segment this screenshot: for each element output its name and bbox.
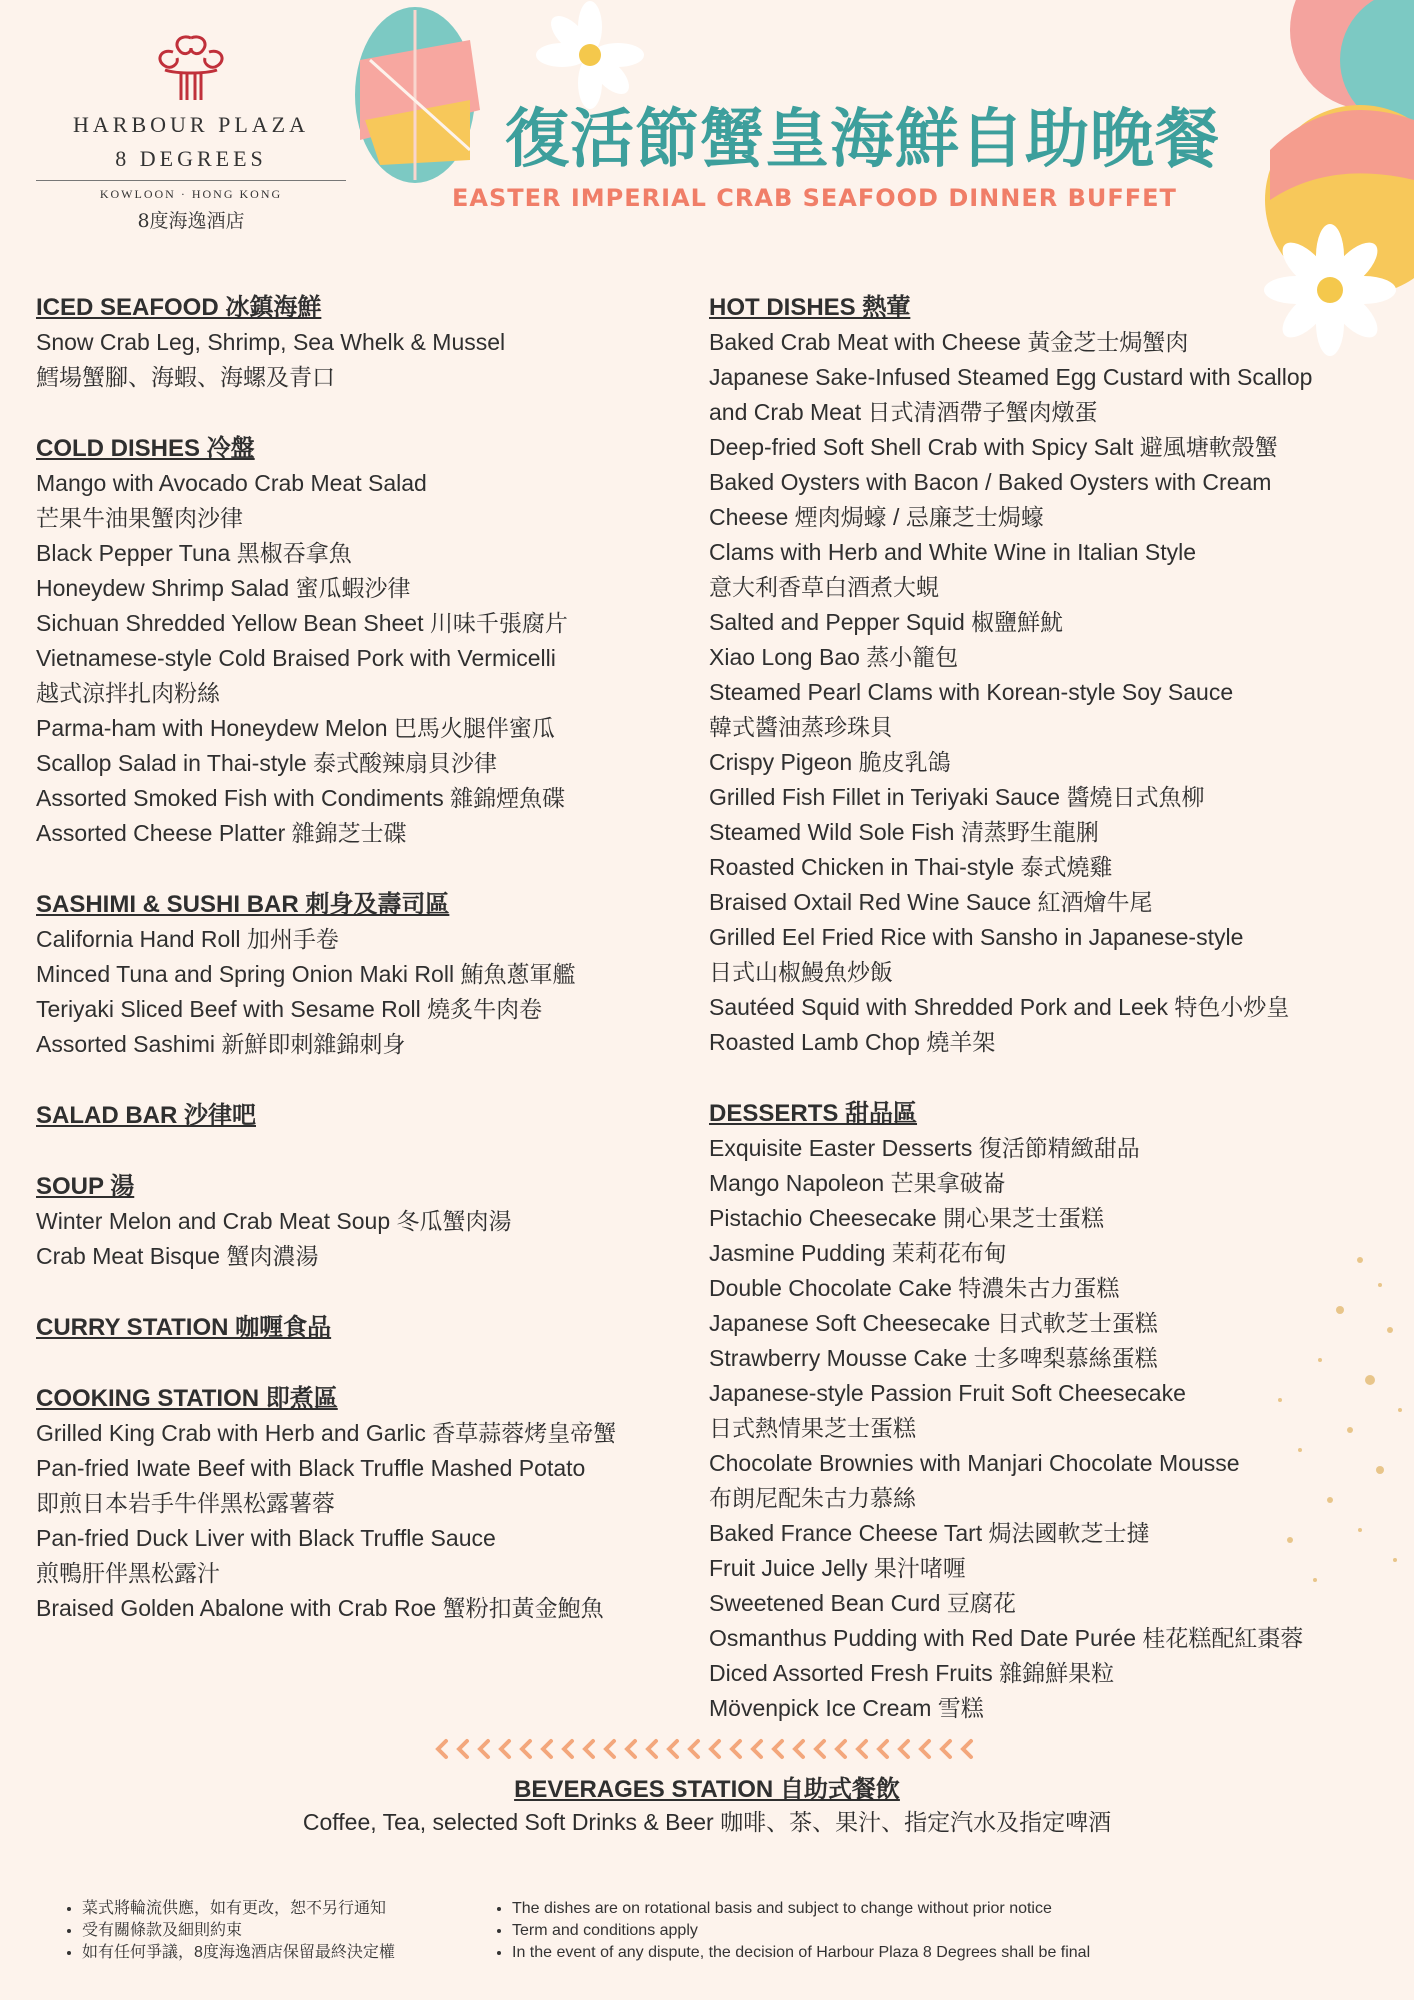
menu-item: Jasmine Pudding 茉莉花布甸 xyxy=(709,1240,1007,1266)
menu-item: Mango with Avocado Crab Meat Salad xyxy=(36,470,427,496)
menu-item: Honeydew Shrimp Salad 蜜瓜蝦沙律 xyxy=(36,575,411,601)
menu-item: Grilled King Crab with Herb and Garlic 香草蒜蓉烤皇帝蟹 xyxy=(36,1420,617,1446)
menu-item: California Hand Roll 加州手卷 xyxy=(36,926,339,952)
menu-item: Diced Assorted Fresh Fruits 雜錦鮮果粒 xyxy=(709,1660,1115,1686)
decorative-divider xyxy=(430,1737,986,1761)
section-heading: HOT DISHES 熱葷 xyxy=(709,294,911,321)
menu-item: Clams with Herb and White Wine in Italian Style xyxy=(709,539,1197,565)
menu-item: 韓式醬油蒸珍珠貝 xyxy=(709,714,893,740)
menu-item: Strawberry Mousse Cake 士多啤梨慕絲蛋糕 xyxy=(709,1345,1158,1371)
menu-item: Double Chocolate Cake 特濃朱古力蛋糕 xyxy=(709,1275,1120,1301)
brand-name: HARBOUR PLAZA xyxy=(73,112,309,137)
menu-item: Braised Golden Abalone with Crab Roe 蟹粉扣黃金鮑魚 xyxy=(36,1595,604,1621)
menu-item: Crab Meat Bisque 蟹肉濃湯 xyxy=(36,1243,319,1269)
note-item: • 受有關條款及細則約束 xyxy=(82,1920,395,1942)
menu-column-right xyxy=(709,290,1399,1762)
menu-item: Fruit Juice Jelly 果汁啫喱 xyxy=(709,1555,966,1581)
menu-item: Mango Napoleon 芒果拿破崙 xyxy=(709,1170,1006,1196)
menu-item: Assorted Cheese Platter 雜錦芝士碟 xyxy=(36,820,407,846)
menu-item: Parma-ham with Honeydew Melon 巴馬火腿伴蜜瓜 xyxy=(36,715,555,741)
section-heading: DESSERTS 甜品區 xyxy=(709,1100,918,1127)
menu-item: Black Pepper Tuna 黑椒吞拿魚 xyxy=(36,540,352,566)
menu-item: Baked Crab Meat with Cheese 黃金芝士焗蟹肉 xyxy=(709,329,1189,355)
menu-section xyxy=(36,431,676,851)
note-item: • Term and conditions apply xyxy=(512,1920,1090,1942)
page-title-english: EASTER IMPERIAL CRAB SEAFOOD DINNER BUFFET xyxy=(452,184,1177,212)
menu-item: 越式涼拌扎肉粉絲 xyxy=(36,680,220,706)
section-heading: CURRY STATION 咖喱食品 xyxy=(36,1314,332,1341)
section-heading: COLD DISHES 冷盤 xyxy=(36,435,255,462)
menu-item: Baked Oysters with Bacon / Baked Oysters with Cream xyxy=(709,469,1272,495)
menu-item: 意大利香草白酒煮大蜆 xyxy=(709,574,939,600)
menu-item: Assorted Sashimi 新鮮即刺雜錦刺身 xyxy=(36,1031,406,1057)
section-heading: SOUP 湯 xyxy=(36,1173,135,1200)
note-item: • 如有任何爭議，8度海逸酒店保留最終決定權 xyxy=(82,1942,395,1964)
menu-item: Roasted Lamb Chop 燒羊架 xyxy=(709,1029,996,1055)
menu-item: Exquisite Easter Desserts 復活節精緻甜品 xyxy=(709,1135,1140,1161)
menu-section xyxy=(709,290,1399,1060)
note-item: • In the event of any dispute, the decision of Harbour Plaza 8 Degrees shall be final xyxy=(512,1942,1090,1964)
menu-item: 布朗尼配朱古力慕絲 xyxy=(709,1485,916,1511)
beverages-text: Coffee, Tea, selected Soft Drinks & Beer 咖啡、茶、果汁、指定汽水及指定啤酒 xyxy=(302,1809,1112,1835)
menu-item: Grilled Eel Fried Rice with Sansho in Japanese-style xyxy=(709,924,1244,950)
menu-section xyxy=(36,290,676,395)
section-heading: ICED SEAFOOD 冰鎮海鮮 xyxy=(36,294,322,321)
menu-section xyxy=(36,1381,676,1626)
menu-item: Grilled Fish Fillet in Teriyaki Sauce 醬燒日式魚柳 xyxy=(709,784,1205,810)
menu-item: Baked France Cheese Tart 焗法國軟芝士撻 xyxy=(709,1520,1150,1546)
menu-item: Pan-fried Duck Liver with Black Truffle Sauce xyxy=(36,1525,496,1551)
menu-item: Minced Tuna and Spring Onion Maki Roll 鮪魚蔥軍艦 xyxy=(36,961,576,987)
menu-section xyxy=(36,1169,676,1274)
menu-item: Japanese Sake-Infused Steamed Egg Custard with Scallop xyxy=(709,364,1313,390)
menu-item: 煎鴨肝伴黑松露汁 xyxy=(36,1560,220,1586)
menu-item: Deep-fried Soft Shell Crab with Spicy Salt 避風塘軟殼蟹 xyxy=(709,434,1278,460)
menu-item: Snow Crab Leg, Shrimp, Sea Whelk & Mussel xyxy=(36,329,506,355)
menu-section xyxy=(36,887,676,1062)
menu-item: 鱈場蟹腳、海蝦、海螺及青口 xyxy=(36,364,335,390)
menu-section xyxy=(709,1096,1399,1726)
menu-item: Pistachio Cheesecake 開心果芝士蛋糕 xyxy=(709,1205,1104,1231)
menu-item: Japanese-style Passion Fruit Soft Cheesecake xyxy=(709,1380,1186,1406)
menu-item: Winter Melon and Crab Meat Soup 冬瓜蟹肉湯 xyxy=(36,1208,512,1234)
hotel-logo xyxy=(36,30,346,233)
menu-item: Steamed Wild Sole Fish 清蒸野生龍脷 xyxy=(709,819,1099,845)
menu-item: Crispy Pigeon 脆皮乳鴿 xyxy=(709,749,951,775)
brand-location: KOWLOON · HONG KONG xyxy=(99,187,283,201)
menu-item: Pan-fried Iwate Beef with Black Truffle Mashed Potato xyxy=(36,1455,586,1481)
beverages-heading: BEVERAGES STATION 自助式餐飲 xyxy=(514,1776,900,1803)
menu-item: Osmanthus Pudding with Red Date Purée 桂花糕配紅棗蓉 xyxy=(709,1625,1304,1651)
menu-item: and Crab Meat 日式清酒帶子蟹肉燉蛋 xyxy=(709,399,1098,425)
section-heading: SALAD BAR 沙律吧 xyxy=(36,1102,256,1129)
page-title-chinese: 復活節蟹皇海鮮自助晚餐 xyxy=(505,103,1220,177)
menu-item: Cheese 煙肉焗蠔 / 忌廉芝士焗蠔 xyxy=(709,504,1044,530)
menu-item: 日式熱情果芝士蛋糕 xyxy=(709,1415,916,1441)
note-item: • The dishes are on rotational basis and subject to change without prior notice xyxy=(512,1898,1090,1920)
menu-section xyxy=(36,1098,676,1133)
menu-item: Roasted Chicken in Thai-style 泰式燒雞 xyxy=(709,854,1113,880)
brand-name-line2: 8 DEGREES xyxy=(115,146,267,171)
notes-english xyxy=(466,1898,1090,1964)
menu-item: Sichuan Shredded Yellow Bean Sheet 川味千張腐片 xyxy=(36,610,568,636)
menu-item: Steamed Pearl Clams with Korean-style Soy Sauce xyxy=(709,679,1234,705)
menu-item: Assorted Smoked Fish with Condiments 雜錦煙魚碟 xyxy=(36,785,566,811)
hotel-emblem-icon xyxy=(151,30,231,104)
menu-item: Japanese Soft Cheesecake 日式軟芝士蛋糕 xyxy=(709,1310,1158,1336)
menu-item: Vietnamese-style Cold Braised Pork with Vermicelli xyxy=(36,645,556,671)
note-item: • 菜式將輪流供應，如有更改，恕不另行通知 xyxy=(82,1898,395,1920)
brand-divider xyxy=(36,180,346,181)
menu-item: Salted and Pepper Squid 椒鹽鮮魷 xyxy=(709,609,1064,635)
beverages-section xyxy=(0,1773,1414,1839)
menu-item: Sweetened Bean Curd 豆腐花 xyxy=(709,1590,1016,1616)
menu-item: Sautéed Squid with Shredded Pork and Leek 特色小炒皇 xyxy=(709,994,1290,1020)
menu-item: 日式山椒鰻魚炒飯 xyxy=(709,959,893,985)
menu-column-left xyxy=(36,290,676,1662)
notes-chinese xyxy=(36,1898,395,1964)
menu-section xyxy=(36,1310,676,1345)
menu-item: 即煎日本岩手牛伴黑松露薯蓉 xyxy=(36,1490,335,1516)
section-heading: SASHIMI & SUSHI BAR 刺身及壽司區 xyxy=(36,891,450,918)
section-heading: COOKING STATION 即煮區 xyxy=(36,1385,338,1412)
brand-name-chinese: 8度海逸酒店 xyxy=(137,210,245,232)
menu-item: Chocolate Brownies with Manjari Chocolate Mousse xyxy=(709,1450,1240,1476)
menu-item: 芒果牛油果蟹肉沙律 xyxy=(36,505,243,531)
menu-item: Xiao Long Bao 蒸小籠包 xyxy=(709,644,959,670)
menu-item: Braised Oxtail Red Wine Sauce 紅酒燴牛尾 xyxy=(709,889,1153,915)
menu-item: Teriyaki Sliced Beef with Sesame Roll 燒炙牛肉卷 xyxy=(36,996,543,1022)
menu-item: Scallop Salad in Thai-style 泰式酸辣扇貝沙律 xyxy=(36,750,497,776)
easter-egg-left-icon xyxy=(355,7,480,183)
menu-item: Mövenpick Ice Cream 雪糕 xyxy=(709,1695,984,1721)
